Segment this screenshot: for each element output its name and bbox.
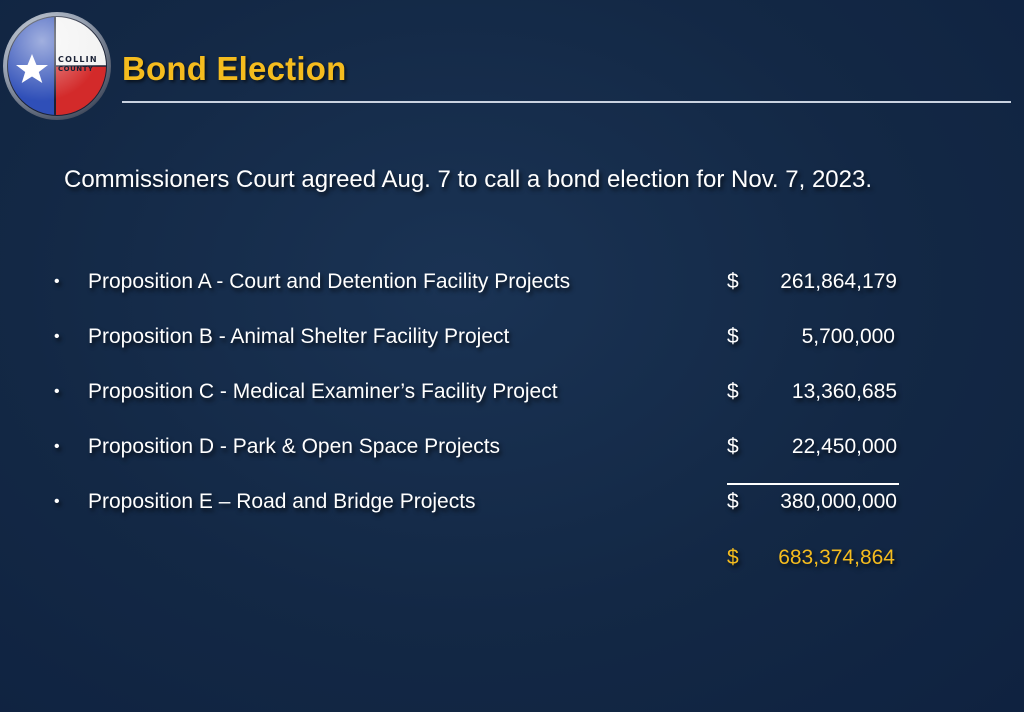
bullet-icon: •: [54, 328, 60, 345]
bullet-icon: •: [54, 493, 60, 510]
amount-value: 22,450,000: [791, 435, 897, 458]
amount-value: 13,360,685: [791, 380, 897, 403]
proposition-row-b: [0, 322, 1024, 352]
amount-value: 5,700,000: [801, 325, 895, 348]
proposition-row-c: [0, 377, 1024, 407]
bullet-icon: •: [54, 438, 60, 455]
proposition-label: Proposition B - Animal Shelter Facility Project: [88, 325, 510, 348]
proposition-label: Proposition A - Court and Detention Facility Projects: [88, 270, 571, 293]
total-amount: [727, 543, 899, 573]
proposition-label: Proposition D - Park & Open Space Projects: [88, 435, 501, 458]
intro-text: Commissioners Court agreed Aug. 7 to call a bond election for Nov. 7, 2023.: [64, 166, 872, 193]
slide-title: Bond Election: [122, 50, 347, 87]
total-value: 683,374,864: [778, 546, 895, 569]
currency-symbol: $: [727, 435, 739, 458]
currency-symbol: $: [727, 325, 739, 348]
proposition-row-a: [0, 267, 1024, 297]
proposition-label: Proposition E – Road and Bridge Projects: [88, 490, 476, 513]
amount-value: 380,000,000: [780, 490, 897, 513]
amount-value: 261,864,179: [780, 270, 897, 293]
proposition-row-e: [0, 487, 1024, 517]
currency-symbol: $: [727, 546, 739, 569]
proposition-label: Proposition C - Medical Examiner’s Facility Project: [88, 380, 558, 403]
logo-text-line2: COUNTY: [58, 65, 94, 73]
logo-text-line1: COLLIN: [58, 55, 98, 64]
bullet-icon: •: [54, 383, 60, 400]
proposition-row-d: [0, 432, 1024, 462]
bullet-icon: •: [54, 273, 60, 290]
currency-symbol: $: [727, 270, 739, 293]
currency-symbol: $: [727, 380, 739, 403]
currency-symbol: $: [727, 490, 739, 513]
